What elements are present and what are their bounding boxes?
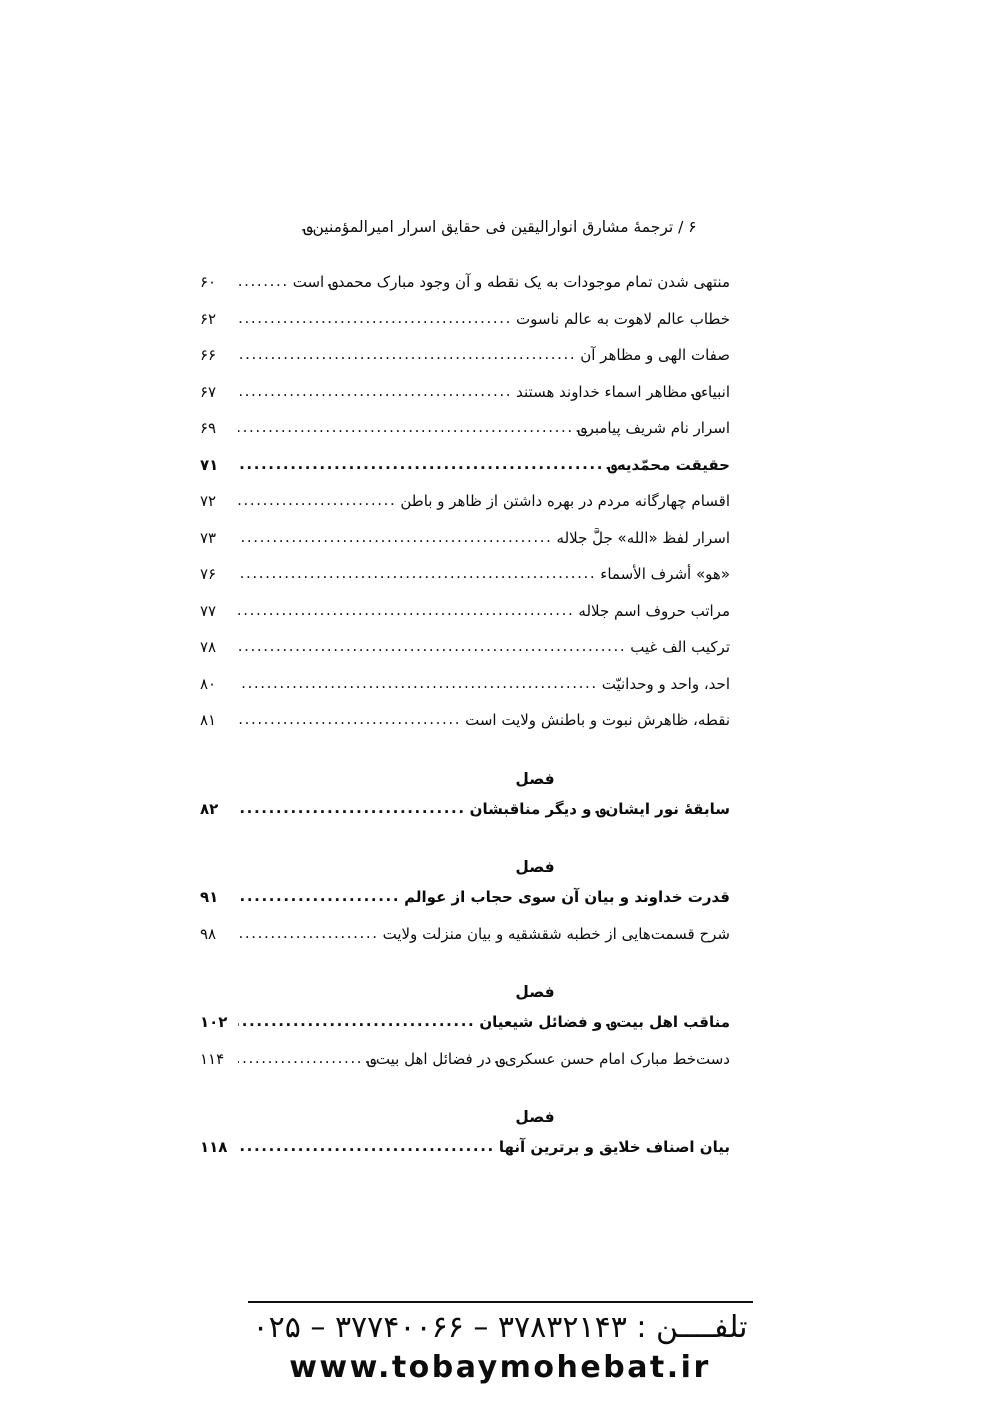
toc-leader-dots xyxy=(238,564,596,585)
toc-entry-title: ترکیب الف غیب xyxy=(630,638,730,656)
toc-page-number: ۶۲ xyxy=(200,309,217,328)
chapter-heading: فصل xyxy=(515,858,555,876)
toc-entry-title: مناقب اهل بیت؈ و فضائل شیعیان xyxy=(479,1013,730,1031)
toc-leader-dots xyxy=(238,799,466,820)
toc-entry-title: نقطه، ظاهرش نبوت و باطنش ولایت است xyxy=(465,711,730,729)
toc-entry[interactable] xyxy=(200,1012,730,1049)
toc-page-number: ۷۱ xyxy=(200,455,219,474)
chapter-heading: فصل xyxy=(515,769,555,788)
toc-page-number: ۹۱ xyxy=(200,888,219,906)
toc-leader-dots xyxy=(238,1049,363,1070)
toc-page-number: ۷۶ xyxy=(200,565,217,583)
table-of-contents xyxy=(200,272,730,1174)
toc-entry-title: مراتب حروف اسم جلاله xyxy=(578,601,730,620)
toc-leader-dots xyxy=(238,345,576,366)
section-spacer xyxy=(200,835,730,849)
toc-entry-title: اقسام چهارگانه مردم در بهره داشتن از ظاهر و باطن xyxy=(400,492,730,510)
toc-entry[interactable] xyxy=(200,924,730,961)
toc-page-number: ۸۰ xyxy=(200,674,217,693)
toc-entry[interactable] xyxy=(200,272,730,309)
toc-leader-dots xyxy=(238,1137,495,1158)
phone-label: تلفــــن : xyxy=(636,1309,748,1345)
toc-page-number: ۱۰۲ xyxy=(200,1013,228,1031)
toc-leader-dots xyxy=(238,887,400,908)
toc-leader-dots xyxy=(238,272,289,293)
toc-leader-dots xyxy=(238,674,598,695)
toc-leader-dots xyxy=(238,637,626,658)
toc-entry[interactable] xyxy=(200,1049,730,1086)
toc-page-number: ۷۲ xyxy=(200,492,217,510)
toc-leader-dots xyxy=(238,309,512,330)
toc-entry-title: دست‌خط مبارک امام حسن عسکری؈ در فضائل اهل بیت؈ xyxy=(367,1049,730,1068)
section-spacer xyxy=(200,747,730,761)
chapter-heading: فصل xyxy=(515,1108,555,1126)
toc-entry[interactable] xyxy=(200,710,730,747)
toc-entry[interactable] xyxy=(200,345,730,382)
toc-entry[interactable] xyxy=(200,418,730,455)
toc-entry[interactable] xyxy=(200,674,730,711)
footer-divider xyxy=(248,1301,753,1303)
toc-entry-title: سابقهٔ نور ایشان؈ و دیگر مناقبشان xyxy=(469,799,730,818)
toc-leader-dots xyxy=(238,455,604,476)
toc-page-number: ۱۱۴ xyxy=(200,1049,225,1068)
toc-page-number: ۱۱۸ xyxy=(200,1138,228,1156)
toc-page-number: ۶۹ xyxy=(200,419,217,437)
toc-entry-title: اسرار نام شریف پیامبر؈ xyxy=(577,419,730,437)
toc-entry-title: انبیاء؈ مظاهر اسماء خداوند هستند xyxy=(516,382,730,401)
toc-entry-title: حقیقت محمّدیه؈ xyxy=(608,455,730,474)
toc-leader-dots xyxy=(238,528,553,549)
toc-page-number: ۶۷ xyxy=(200,382,217,401)
toc-entry-title: اسرار لفظ «الله» جلَّ جلاله xyxy=(556,528,730,547)
toc-entry[interactable] xyxy=(200,1137,730,1174)
toc-page-number: ۷۷ xyxy=(200,601,217,620)
footer-website[interactable]: www.tobaymohebat.ir xyxy=(289,1350,711,1385)
section-spacer xyxy=(200,1085,730,1099)
toc-leader-dots xyxy=(238,924,379,945)
toc-entry[interactable] xyxy=(200,491,730,528)
toc-entry-title: قدرت خداوند و بیان آن سوی حجاب از عوالم xyxy=(404,888,730,906)
toc-leader-dots xyxy=(238,382,512,403)
toc-entry-title: منتهی شدن تمام موجودات به یک نقطه و آن وجود مبارک محمد؈ است xyxy=(292,273,730,291)
toc-entry[interactable] xyxy=(200,887,730,924)
toc-entry[interactable] xyxy=(200,564,730,601)
section-spacer xyxy=(200,960,730,974)
toc-page-number: ۸۱ xyxy=(200,711,217,729)
page-footer xyxy=(0,1301,1000,1386)
footer-phone-line xyxy=(0,1309,1000,1347)
toc-entry[interactable] xyxy=(200,528,730,565)
toc-leader-dots xyxy=(238,710,461,731)
running-head-text: ۶ / ترجمهٔ مشارق انوارالیقین فی حقایق اسرار امیرالمؤمنین؈ xyxy=(303,218,697,236)
toc-entry[interactable] xyxy=(200,601,730,638)
toc-leader-dots xyxy=(238,601,574,622)
toc-entry[interactable] xyxy=(200,455,730,492)
toc-entry[interactable] xyxy=(200,309,730,346)
toc-page-number: ۸۲ xyxy=(200,799,219,818)
toc-page-number: ۷۳ xyxy=(200,528,217,547)
chapter-heading: فصل xyxy=(515,983,555,1001)
phone-numbers: ۰۲۵ – ۳۷۷۴۰۰۶۶ – ۳۷۸۳۲۱۴۳ xyxy=(252,1309,627,1345)
toc-leader-dots xyxy=(238,418,574,439)
toc-leader-dots xyxy=(238,491,396,512)
toc-entry-title: شرح قسمت‌هایی از خطبه شقشقیه و بیان منزلت ولایت xyxy=(382,924,730,943)
toc-page-number: ۹۸ xyxy=(200,924,217,943)
toc-page-number: ۶۰ xyxy=(200,273,217,291)
toc-entry[interactable] xyxy=(200,382,730,419)
toc-entry-title: خطاب عالم لاهوت به عالم ناسوت xyxy=(516,309,730,328)
toc-leader-dots xyxy=(238,1012,475,1033)
toc-entry[interactable] xyxy=(200,637,730,674)
toc-page-number: ۶۶ xyxy=(200,346,217,364)
running-head xyxy=(0,216,1000,239)
toc-entry-title: «هو» أشرف الأسماء xyxy=(600,565,730,583)
toc-entry[interactable] xyxy=(200,799,730,836)
toc-entry-title: احد، واحد و وحدانیّت xyxy=(601,674,730,693)
toc-entry-title: صفات الهی و مظاهر آن xyxy=(580,346,730,364)
toc-entry-title: بیان اصناف خلایق و برترین آنها xyxy=(498,1138,730,1156)
toc-page-number: ۷۸ xyxy=(200,638,217,656)
